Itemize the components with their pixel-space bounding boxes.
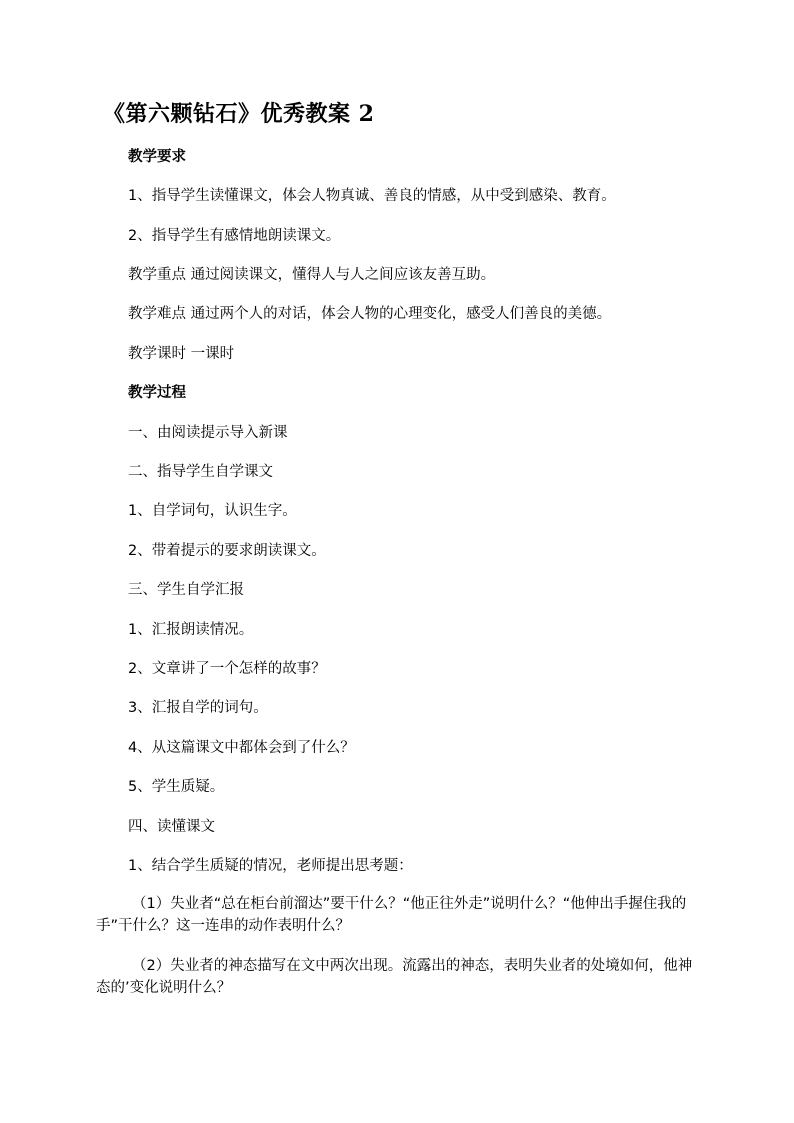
key-point-line: 教学重点 通过阅读课文，懂得人与人之间应该友善互助。 xyxy=(128,267,496,283)
question-paragraph: （1）失业者“总在柜台前溜达”要干什么？“他正往外走”说明什么？“他伸出手握住我的手”干什么？这一连串的动作表明什么？ xyxy=(96,896,687,934)
process-substep: 4、从这篇课文中都体会到了什么？ xyxy=(128,740,355,756)
process-substep: 1、自学词句，认识生字。 xyxy=(128,503,297,519)
difficulty-line: 教学难点 通过两个人的对话，体会人物的心理变化，感受人们善良的美德。 xyxy=(128,306,612,322)
process-substep: 1、汇报朗读情况。 xyxy=(128,622,254,638)
question-paragraph: （2）失业者的神态描写在文中两次出现。流露出的神态，表明失业者的处境如何，他神态的’变化说明什么？ xyxy=(96,958,693,996)
requirement-item: 2、指导学生有感情地朗读课文。 xyxy=(128,228,341,244)
process-substep: 2、文章讲了一个怎样的故事？ xyxy=(128,661,326,677)
process-step: 一、由阅读提示导入新课 xyxy=(128,425,288,441)
process-step: 四、读懂课文 xyxy=(128,819,215,835)
process-step: 二、指导学生自学课文 xyxy=(128,464,273,480)
process-substep: 3、汇报自学的词句。 xyxy=(128,700,268,716)
duration-line: 教学课时 一课时 xyxy=(128,346,235,362)
requirements-heading: 教学要求 xyxy=(128,149,186,165)
process-step: 三、学生自学汇报 xyxy=(128,582,244,598)
page-title: 《第六颗钻石》优秀教案 2 xyxy=(103,101,375,127)
process-substep: 1、结合学生质疑的情况，老师提出思考题： xyxy=(128,858,413,874)
requirement-item: 1、指导学生读懂课文，体会人物真诚、善良的情感，从中受到感染、教育。 xyxy=(128,188,616,204)
process-substep: 2、带着提示的要求朗读课文。 xyxy=(128,543,326,559)
process-heading: 教学过程 xyxy=(128,385,186,401)
process-substep: 5、学生质疑。 xyxy=(128,779,225,795)
